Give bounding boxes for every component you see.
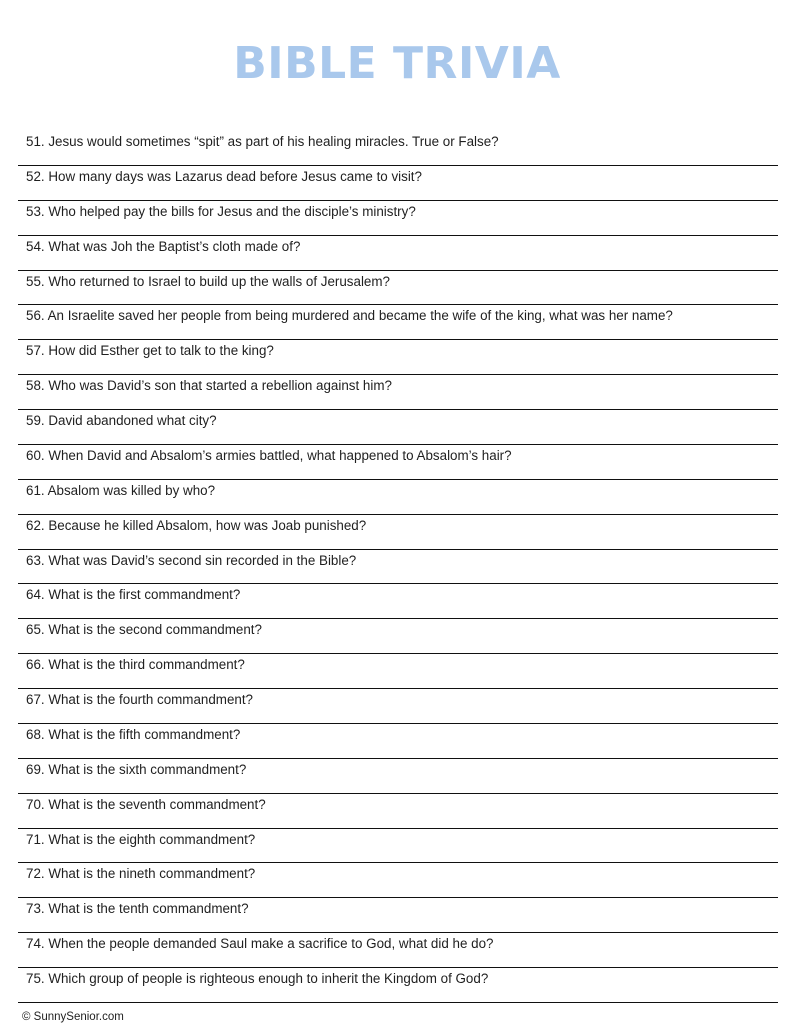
question-text: 62. Because he killed Absalom, how was Joab punished?: [26, 517, 367, 533]
question-text: 74. When the people demanded Saul make a sacrifice to God, what did he do?: [26, 936, 494, 952]
question-text: 57. How did Esther get to talk to the king?: [26, 343, 274, 359]
question-item: [18, 305, 778, 340]
question-item: [18, 375, 778, 410]
question-text: 75. Which group of people is righteous enough to inherit the Kingdom of God?: [26, 971, 489, 986]
question-item: [18, 654, 778, 689]
copyright-footer: © SunnySenior.com: [22, 1011, 124, 1023]
question-text: 51. Jesus would sometimes “spit” as part of his healing miracles. True or False?: [26, 134, 499, 149]
question-text: 64. What is the first commandment?: [26, 587, 241, 603]
question-item: [18, 131, 778, 166]
question-text: 69. What is the sixth commandment?: [26, 761, 247, 777]
question-text: 58. Who was David’s son that started a rebellion against him?: [26, 378, 392, 394]
question-text: 73. What is the tenth commandment?: [26, 901, 249, 917]
question-text: 66. What is the third commandment?: [26, 657, 245, 673]
question-text: 63. What was David’s second sin recorded in the Bible?: [26, 552, 357, 568]
question-text: 60. When David and Absalom’s armies battled, what happened to Absalom’s hair?: [26, 447, 512, 463]
question-text: 54. What was Joh the Baptist’s cloth made of?: [26, 238, 301, 254]
question-item: [18, 724, 778, 759]
question-item: [18, 863, 778, 898]
question-item: [18, 445, 778, 480]
question-list: [0, 131, 794, 1003]
question-item: [18, 968, 778, 1003]
question-item: [18, 933, 778, 968]
question-text: 59. David abandoned what city?: [26, 413, 217, 428]
question-item: [18, 584, 778, 619]
question-item: [18, 515, 778, 550]
question-item: [18, 410, 778, 445]
question-text: 65. What is the second commandment?: [26, 622, 262, 638]
question-text: 55. Who returned to Israel to build up the walls of Jerusalem?: [26, 273, 390, 289]
question-item: [18, 898, 778, 933]
question-text: 67. What is the fourth commandment?: [26, 692, 254, 707]
question-item: [18, 201, 778, 236]
question-text: 71. What is the eighth commandment?: [26, 831, 256, 847]
question-item: [18, 236, 778, 271]
question-item: [18, 340, 778, 375]
question-text: 56. An Israelite saved her people from being murdered and became the wife of the king, what was her name?: [26, 308, 673, 324]
question-item: [18, 689, 778, 724]
question-text: 52. How many days was Lazarus dead before Jesus came to visit?: [26, 168, 422, 184]
question-item: [18, 271, 778, 306]
question-text: 61. Absalom was killed by who?: [26, 482, 216, 498]
question-item: [18, 619, 778, 654]
question-item: [18, 759, 778, 794]
question-text: 68. What is the fifth commandment?: [26, 726, 241, 742]
question-item: [18, 166, 778, 201]
question-text: 53. Who helped pay the bills for Jesus and the disciple’s ministry?: [26, 203, 416, 219]
question-item: [18, 829, 778, 864]
question-text: 70. What is the seventh commandment?: [26, 796, 266, 812]
question-item: [18, 480, 778, 515]
question-text: 72. What is the nineth commandment?: [26, 866, 256, 882]
question-item: [18, 550, 778, 585]
page-title: BIBLE TRIVIA: [233, 38, 561, 89]
question-item: [18, 794, 778, 829]
